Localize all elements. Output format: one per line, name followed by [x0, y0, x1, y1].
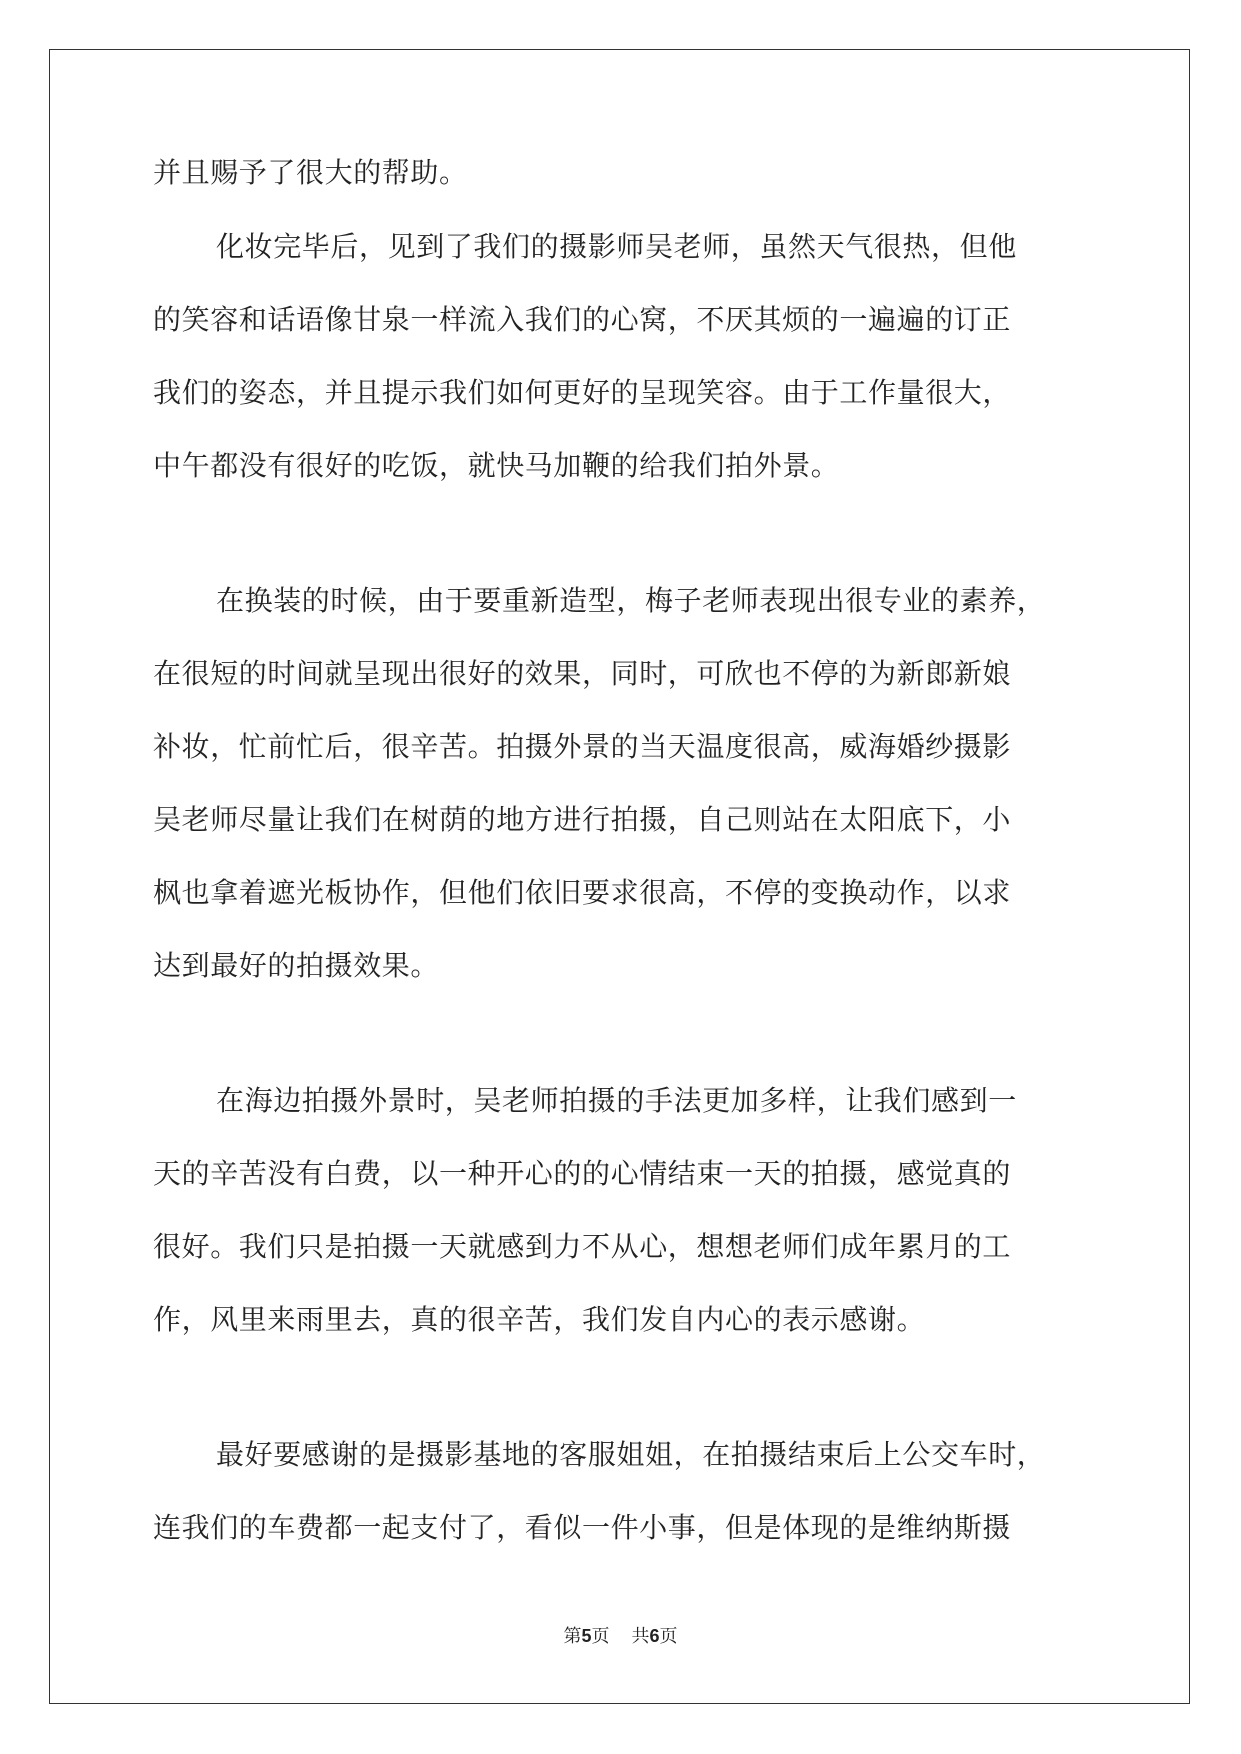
paragraph-line: 我们的姿态，并且提示我们如何更好的呈现笑容。由于工作量很大， — [153, 376, 1012, 409]
page-footer — [0, 1624, 1241, 1649]
paragraph-line: 化妆完毕后，见到了我们的摄影师吴老师，虽然天气很热，但他 — [216, 230, 1017, 263]
total-suffix: 页 — [659, 1626, 678, 1647]
page-prefix: 第 — [563, 1626, 582, 1647]
paragraph-line: 达到最好的拍摄效果。 — [153, 949, 440, 982]
paragraph-line: 作，风里来雨里去，真的很辛苦，我们发自内心的表示感谢。 — [153, 1303, 926, 1336]
page-suffix: 页 — [591, 1626, 610, 1647]
paragraph-line: 天的辛苦没有白费，以一种开心的的心情结束一天的拍摄，感觉真的 — [153, 1157, 1012, 1190]
paragraph-line: 在很短的时间就呈现出很好的效果，同时，可欣也不停的为新郎新娘 — [153, 657, 1012, 690]
paragraph-line: 枫也拿着遮光板协作，但他们依旧要求很高，不停的变换动作，以求 — [153, 876, 1012, 909]
paragraph-line: 并且赐予了很大的帮助。 — [153, 156, 468, 189]
page-total: 6 — [649, 1626, 660, 1646]
paragraph-line: 补妆，忙前忙后，很辛苦。拍摄外景的当天温度很高，威海婚纱摄影 — [153, 730, 1012, 763]
paragraph-line: 连我们的车费都一起支付了，看似一件小事，但是体现的是维纳斯摄 — [153, 1511, 1012, 1544]
paragraph-line: 在换装的时候，由于要重新造型，梅子老师表现出很专业的素养， — [216, 584, 1046, 617]
paragraph-line: 在海边拍摄外景时，吴老师拍摄的手法更加多样，让我们感到一 — [216, 1084, 1017, 1117]
paragraph-line: 的笑容和话语像甘泉一样流入我们的心窝，不厌其烦的一遍遍的订正 — [153, 303, 1012, 336]
paragraph-line: 中午都没有很好的吃饭，就快马加鞭的给我们拍外景。 — [153, 449, 840, 482]
total-prefix: 共 — [631, 1626, 650, 1647]
paragraph-line: 最好要感谢的是摄影基地的客服姐姐，在拍摄结束后上公交车时， — [216, 1438, 1046, 1471]
paragraph-line: 很好。我们只是拍摄一天就感到力不从心，想想老师们成年累月的工 — [153, 1230, 1012, 1263]
paragraph-line: 吴老师尽量让我们在树荫的地方进行拍摄，自己则站在太阳底下，小 — [153, 803, 1012, 836]
page-current: 5 — [581, 1626, 592, 1646]
